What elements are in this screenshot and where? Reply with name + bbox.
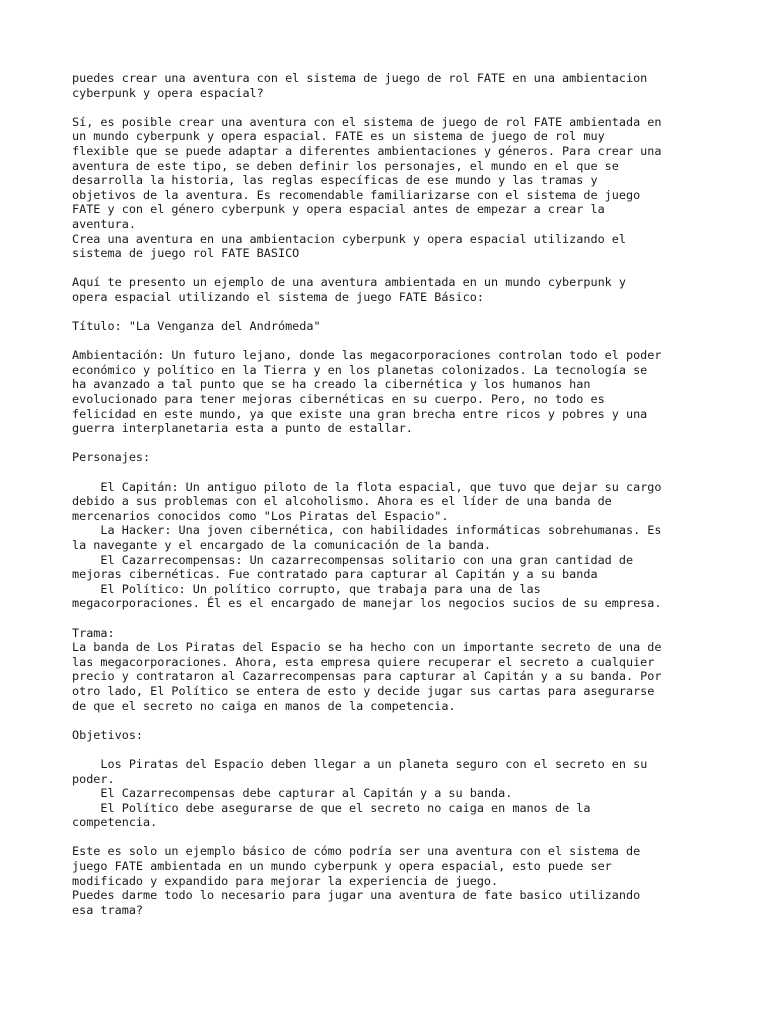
objective-item: El Cazarrecompensas debe capturar al Capitán y a su banda. bbox=[72, 786, 513, 801]
characters-heading: Personajes: bbox=[72, 450, 151, 465]
question-1: puedes crear una aventura con el sistema de juego de rol FATE en una ambientacion cyberpunk y opera espacial? bbox=[72, 71, 648, 100]
closing-paragraph: Este es solo un ejemplo básico de cómo podría ser una aventura con el sistema de juego FATE ambientada en un mundo cyberpunk y opera espacial, esto puede ser modificado y expandido para mejorar la experiencia de juego. bbox=[72, 844, 641, 888]
question-2: Crea una aventura en una ambientacion cyberpunk y opera espacial utilizando el sistema de juego rol FATE BASICO bbox=[72, 231, 626, 261]
character-item: El Político: Un político corrupto, que trabaja para una de las megacorporaciones. Él es el encargado de manejar los negocios sucios de su empresa. bbox=[72, 581, 662, 611]
character-item: El Cazarrecompensas: Un cazarrecompensas solitario con una gran cantidad de mejoras cibernéticas. Fue contratado para capturar al Capitán y a su banda bbox=[72, 552, 634, 582]
objective-item: Los Piratas del Espacio deben llegar a un planeta seguro con el secreto en su poder. bbox=[72, 756, 648, 786]
objectives-list bbox=[72, 757, 728, 830]
adventure-title: Título: "La Venganza del Andrómeda" bbox=[72, 319, 321, 334]
objectives-heading: Objetivos: bbox=[72, 727, 144, 742]
answer-intro: Aquí te presento un ejemplo de una aventura ambientada en un mundo cyberpunk y opera espacial utilizando el sistema de juego FATE Básico: bbox=[72, 275, 626, 304]
plot-paragraph: Trama: La banda de Los Piratas del Espacio se ha hecho con un importante secreto de una de las megacorporaciones. Ahora, esta empresa quiere recuperar el secreto a cualquier precio y contrataron al Cazarrecompensas para capturar al Capitán y a su banda. Por otro lado, El Político se entera de esto y decide jugar sus cartas para asegurarse de que el secreto no caiga en manos de la competencia. bbox=[72, 625, 662, 713]
question-3: Puedes darme todo lo necesario para jugar una aventura de fate basico utilizando esa trama? bbox=[72, 888, 641, 917]
setting-paragraph: Ambientación: Un futuro lejano, donde las megacorporaciones controlan todo el poder económico y político en la Tierra y en los planetas colonizados. La tecnología se ha avanzado a tal punto que se ha creado la cibernética y los humanos han evolucionado para tener mejoras cibernéticas en su cuerpo. Pero, no todo es felicidad en este mundo, ya que existe una gran brecha entre ricos y pobres y una guerra interplanetaria esta a punto de estallar. bbox=[72, 348, 662, 436]
character-item: La Hacker: Una joven cibernética, con habilidades informáticas sobrehumanas. Es la navegante y el encargado de la comunicación de la banda. bbox=[72, 523, 662, 552]
objective-item: El Político debe asegurarse de que el secreto no caiga en manos de la competencia. bbox=[72, 800, 591, 830]
characters-list bbox=[72, 480, 728, 611]
answer-1: Sí, es posible crear una aventura con el sistema de juego de rol FATE ambientada en un mundo cyberpunk y opera espacial. FATE es un sistema de juego de rol muy flexible que se puede adaptar a diferentes ambientaciones y géneros. Para crear una aventura de este tipo, se deben definir los personajes, el mundo en el que se desarrolla la historia, las reglas específicas de ese mundo y las tramas y objetivos de la aventura. Es recomendable familiarizarse con el sistema de juego FATE y con el género cyberpunk y opera espacial antes de empezar a crear la aventura. bbox=[72, 114, 662, 231]
character-item: El Capitán: Un antiguo piloto de la flota espacial, que tuvo que dejar su cargo debido a sus problemas con el alcoholismo. Ahora es el líder de una banda de mercenarios conocidos como "Los Piratas del Espacio". bbox=[72, 479, 662, 523]
